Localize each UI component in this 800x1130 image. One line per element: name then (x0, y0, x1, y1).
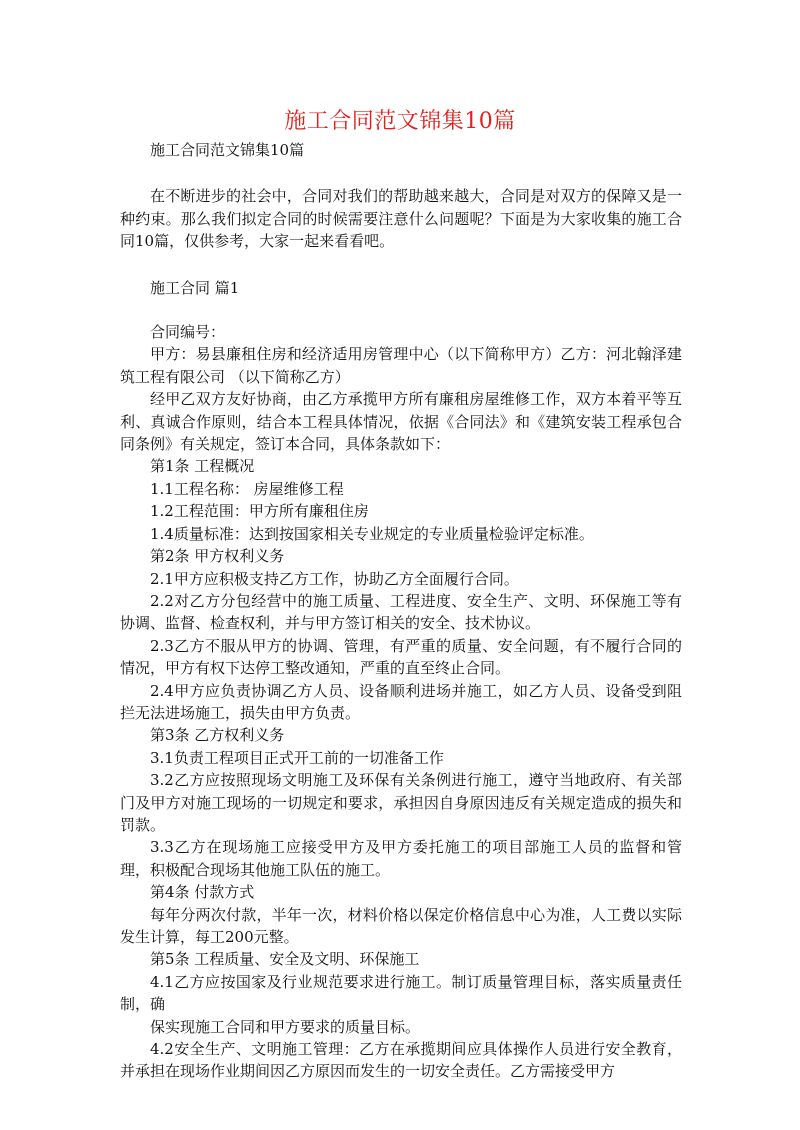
clause-paragraph: 1.4质量标准：达到按国家相关专业规定的专业质量检验评定标准。 (150, 524, 594, 543)
preamble-paragraph: 经甲乙双方友好协商，由乙方承揽甲方所有廉租房屋维修工作，双方本着平等互利、真诚合作原则，结合本工程具体情况，依据《合同法》和《建筑安装工程承包合同条例》有关规定，签订本合同，具体条款如下： (120, 390, 682, 454)
clause-paragraph: 2.4甲方应负责协调乙方人员、设备顺利进场并施工，如乙方人员、设备受到阻拦无法进场施工，损失由甲方负责。 (120, 681, 682, 722)
clause-paragraph: 1.1工程名称： 房屋维修工程 (150, 479, 344, 498)
clause-paragraph: 3.3乙方在现场施工应接受甲方及甲方委托施工的项目部施工人员的监督和管理，积极配合现场其他施工队伍的施工。 (120, 838, 682, 879)
clause-paragraph: 3.1负责工程项目正式开工前的一切准备工作 (150, 748, 444, 767)
intro-paragraph: 在不断进步的社会中，合同对我们的帮助越来越大，合同是对双方的保障又是一种约束。那么我们拟定合同的时候需要注意什么问题呢？下面是为大家收集的施工合同10篇，仅供参考，大家一起来看看吧。 (120, 187, 682, 251)
article-heading: 第2条 甲方权利义务 (150, 547, 285, 566)
clause-paragraph: 保实现施工合同和甲方要求的质量目标。 (150, 1017, 421, 1036)
subtitle-paragraph: 施工合同范文锦集10篇 (150, 141, 305, 159)
article-heading: 第4条 付款方式 (150, 883, 255, 902)
article-heading: 第3条 乙方权利义务 (150, 726, 285, 745)
document-body (120, 139, 682, 1083)
clause-paragraph: 4.1乙方应按国家及行业规范要求进行施工。制订质量管理目标，落实质量责任制，确 (120, 972, 682, 1014)
parties-paragraph: 甲方：易县廉租住房和经济适用房管理中心（以下简称甲方）乙方：河北翰泽建筑工程有限公司 （以下简称乙方） (120, 345, 682, 386)
clause-paragraph: 3.2乙方应按照现场文明施工及环保有关条例进行施工，遵守当地政府、有关部门及甲方对施工现场的一切规定和要求，承担因自身原因违反有关规定造成的损失和罚款。 (120, 771, 682, 834)
contract-number: 合同编号： (150, 323, 226, 342)
clause-paragraph: 2.3乙方不服从甲方的协调、管理，有严重的质量、安全问题，有不履行合同的情况，甲方有权下达停工整改通知，严重的直至终止合同。 (120, 636, 682, 678)
article-heading: 第5条 工程质量、安全及文明、环保施工 (150, 950, 420, 969)
clause-paragraph: 每年分两次付款，半年一次，材料价格以保定价格信息中心为准，人工费以实际发生计算，每工200元整。 (120, 905, 682, 946)
document-title: 施工合同范文锦集10篇 (284, 109, 516, 134)
section-heading: 施工合同 篇1 (150, 278, 240, 297)
clause-paragraph: 1.2工程范围：甲方所有廉租住房 (150, 502, 369, 521)
clause-paragraph: 2.1甲方应积极支持乙方工作，协助乙方全面履行合同。 (150, 569, 519, 588)
clause-paragraph: 2.2对乙方分包经营中的施工质量、工程进度、安全生产、文明、环保施工等有协调、监督、检查权利，并与甲方签订相关的安全、技术协议。 (120, 591, 682, 633)
clause-paragraph: 4.2安全生产、文明施工管理：乙方在承揽期间应具体操作人员进行安全教育，并承担在现场作业期间因乙方原因而发生的一切安全责任。乙方需接受甲方 (120, 1040, 682, 1081)
article-heading: 第1条 工程概况 (150, 457, 255, 476)
